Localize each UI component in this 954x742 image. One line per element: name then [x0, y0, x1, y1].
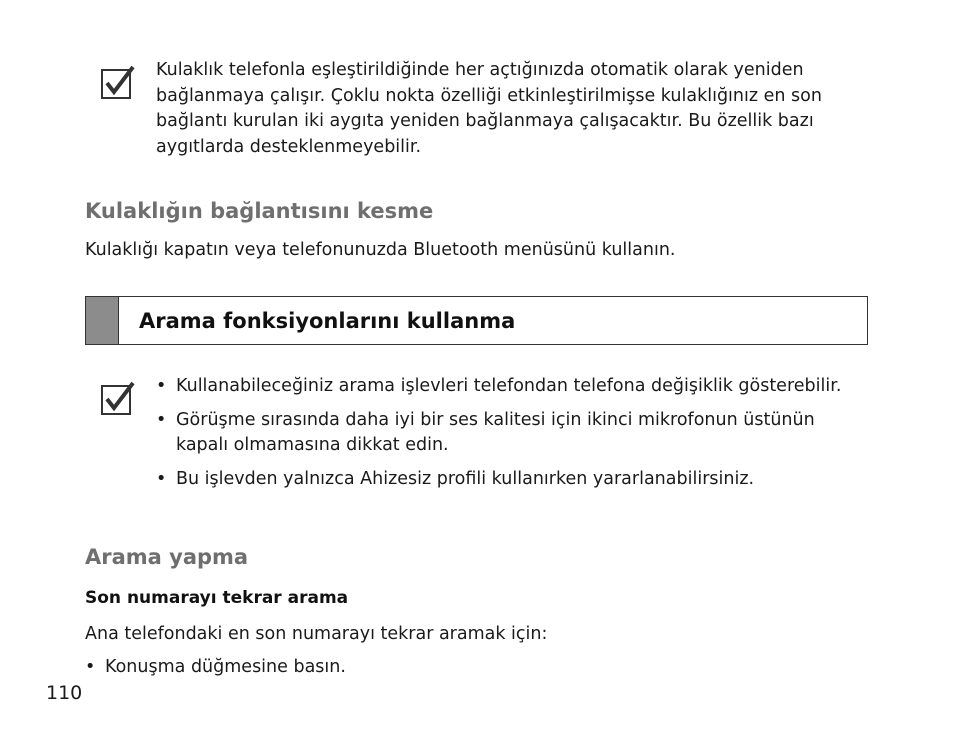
checkbox-check-icon: [100, 380, 136, 416]
list-item: [156, 467, 856, 493]
bullet: •: [156, 409, 167, 430]
bullet: •: [156, 468, 167, 489]
subheading-redial: Son numarayı tekrar arama: [85, 588, 349, 608]
list-item: [156, 408, 856, 459]
bullet: •: [85, 657, 96, 677]
section-tab: [86, 297, 119, 344]
list-item: [156, 374, 856, 400]
page-number: 110: [46, 682, 83, 704]
redial-text: Ana telefondaki en son numarayı tekrar aramak için:: [85, 624, 548, 644]
checkbox-check-icon: [100, 64, 136, 100]
note-reconnect-text: Kulaklık telefonla eşleştirildiğinde her açtığınızda otomatik olarak yeniden bağlanmaya çalışır. Çoklu nokta özelliği etkinleştirilmişse kulaklığınız en son bağlantı kurulan iki aygıta yeniden bağlanmaya çalışacaktır. Bu özellik bazı aygıtlarda desteklenmeyebilir.: [156, 60, 822, 157]
list-item-text: Görüşme sırasında daha iyi bir ses kalitesi için ikinci mikrofonun üstünün kapalı olmamasına dikkat edin.: [176, 409, 815, 455]
redial-step: [85, 657, 346, 677]
list-item-text: Bu işlevden yalnızca Ahizesiz profili kullanırken yararlanabilirsiniz.: [176, 468, 755, 489]
redial-step-text: Konuşma düğmesine basın.: [105, 657, 346, 677]
disconnect-text: Kulaklığı kapatın veya telefonunuzda Bluetooth menüsünü kullanın.: [85, 240, 676, 260]
bullet: •: [156, 376, 167, 396]
note-call-functions-list: [156, 374, 856, 500]
section-header: [85, 296, 868, 345]
note-reconnect: [100, 58, 866, 160]
section-title: Arama fonksiyonlarını kullanma: [139, 308, 516, 333]
heading-make-call: Arama yapma: [85, 545, 249, 569]
heading-disconnect: Kulaklığın bağlantısını kesme: [85, 199, 434, 223]
note-call-functions: [100, 374, 856, 500]
list-item-text: Kullanabileceğiniz arama işlevleri telefondan telefona değişiklik gösterebilir.: [176, 376, 842, 396]
